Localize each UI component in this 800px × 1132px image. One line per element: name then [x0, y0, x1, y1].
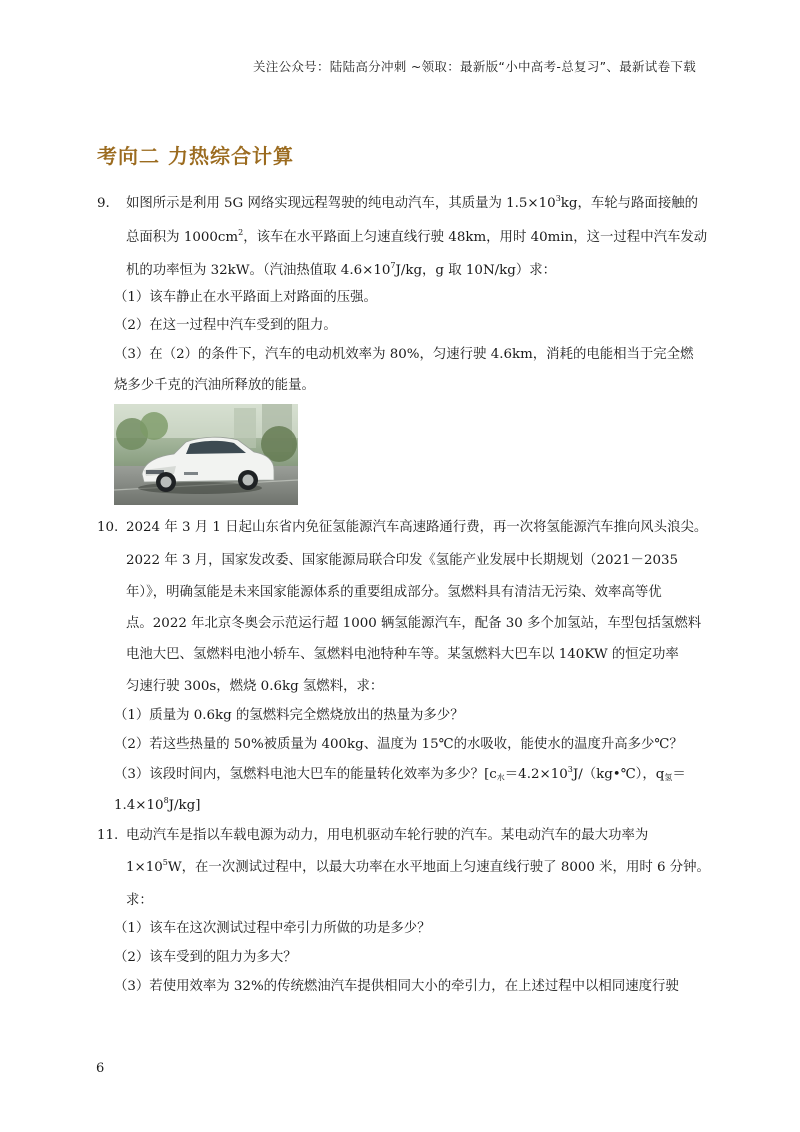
section-title: 考向二 力热综合计算	[97, 144, 294, 168]
superscript: 7	[390, 261, 396, 270]
text-segment: 机的功率恒为 32kW。（汽油热值取 4.6×10	[126, 263, 391, 278]
question-number: 9.	[97, 196, 110, 211]
sub-question-1: （1）该车静止在水平路面上对路面的压强。	[114, 290, 377, 305]
question-text-line	[126, 261, 556, 281]
superscript: 8	[163, 796, 169, 805]
subscript: 水	[496, 773, 505, 782]
text-segment: 总面积为 1000cm	[126, 230, 239, 245]
sub-question-2: （2）在这一过程中汽车受到的阻力。	[114, 318, 337, 333]
text-segment: J/（kg•℃），q	[572, 767, 665, 782]
sub-question-2: （2）该车受到的阻力为多大？	[114, 950, 297, 965]
sub-question-3-continued: 烧多少千克的汽油所释放的能量。	[114, 378, 315, 393]
question-number: 11.	[97, 828, 119, 843]
sub-question-3: （3）若使用效率为 32%的传统燃油汽车提供相同大小的牵引力，在上述过程中以相同速度行驶	[114, 979, 679, 994]
sub-question-3	[114, 765, 686, 785]
sub-question-2: （2）若这些热量的 50%被质量为 400kg、温度为 15℃的水吸收，能使水的温度升高多少℃？	[114, 737, 683, 752]
question-text-line	[126, 194, 698, 214]
superscript: 3	[555, 194, 561, 203]
page-number: 6	[96, 1061, 105, 1076]
text-segment: 如图所示是利用 5G 网络实现远程驾驶的纯电动汽车，其质量为 1.5×10	[126, 196, 556, 211]
subscript: 氢	[664, 773, 673, 782]
question-text-line: 2022 年 3 月，国家发改委、国家能源局联合印发《氢能产业发展中长期规划（2021－2035	[126, 553, 679, 568]
text-segment: ＝	[672, 767, 686, 782]
sub-question-3: （3）在（2）的条件下，汽车的电动机效率为 80%，匀速行驶 4.6km，消耗的电能相当于完全燃	[114, 347, 694, 362]
question-text-line: 年）》，明确氢能是未来国家能源体系的重要组成部分。氢燃料具有清洁无污染、效率高等优	[126, 585, 662, 600]
text-segment: W，在一次测试过程中，以最大功率在水平地面上匀速直线行驶了 8000 米，用时 6 分钟。	[167, 860, 710, 875]
question-text-line	[126, 228, 707, 248]
question-number: 10.	[97, 520, 119, 535]
superscript: 2	[238, 228, 244, 237]
text-segment: ，该车在水平路面上匀速直线行驶 48km，用时 40min，这一过程中汽车发动	[243, 230, 708, 245]
superscript: 3	[567, 765, 573, 774]
question-text-line: 求：	[126, 893, 153, 908]
question-text-line: 匀速行驶 300s，燃烧 0.6kg 氢燃料，求：	[126, 679, 384, 694]
question-text-line: 点。2022 年北京冬奥会示范运行超 1000 辆氢能源汽车，配备 30 多个加氢站，车型包括氢燃料	[126, 616, 702, 631]
question-text-line: 2024 年 3 月 1 日起山东省内免征氢能源汽车高速路通行费，再一次将氢能源汽车推向风头浪尖。	[126, 520, 708, 535]
text-segment: J/kg，g 取 10N/kg）求：	[395, 263, 557, 278]
question-text-line: 电池大巴、氢燃料电池小轿车、氢燃料电池特种车等。某氢燃料大巴车以 140KW 的恒定功率	[126, 647, 679, 662]
text-segment: （3）该段时间内，氢燃料电池大巴车的能量转化效率为多少？[c	[114, 767, 497, 782]
question-text-line	[126, 858, 710, 878]
superscript: 5	[162, 858, 168, 867]
text-segment: 1×10	[126, 860, 163, 875]
electric-car-photo	[114, 404, 298, 505]
sub-question-1: （1）质量为 0.6kg 的氢燃料完全燃烧放出的热量为多少？	[114, 708, 464, 723]
text-segment: kg，车轮与路面接触的	[560, 196, 698, 211]
text-segment: ＝4.2×10	[504, 767, 568, 782]
text-segment: 1.4×10	[114, 798, 164, 813]
text-segment: J/kg]	[168, 798, 201, 813]
page-header: 关注公众号：陆陆高分冲刺 ~领取：最新版“小中高考-总复习”、最新试卷下载	[252, 59, 696, 74]
sub-question-3-continued	[114, 796, 200, 816]
sub-question-1: （1）该车在这次测试过程中牵引力所做的功是多少？	[114, 921, 431, 936]
question-text-line: 电动汽车是指以车载电源为动力，用电机驱动车轮行驶的汽车。某电动汽车的最大功率为	[126, 828, 649, 843]
